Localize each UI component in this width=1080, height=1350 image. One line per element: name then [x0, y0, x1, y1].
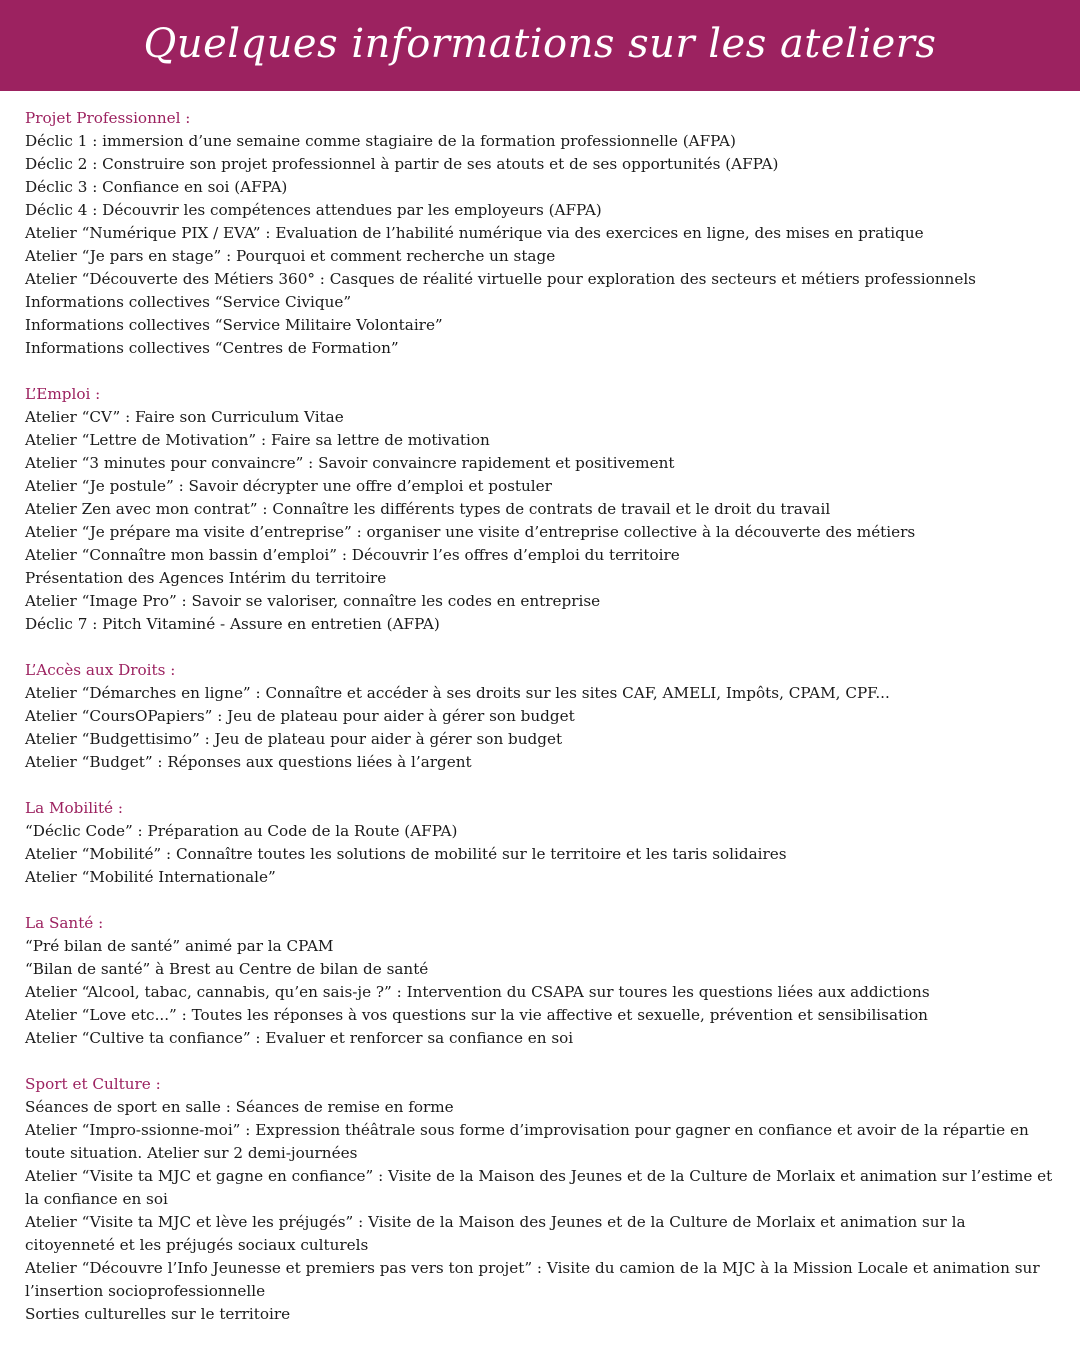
- list-item: “Bilan de santé” à Brest au Centre de bilan de santé: [25, 960, 429, 978]
- list-item: Atelier “Visite ta MJC et lève les préjugés” : Visite de la Maison des Jeunes et de la Culture de Morlaix et animation sur la citoyenneté et les préjugés sociaux culturels: [25, 1213, 966, 1254]
- page-title: Quelques informations sur les ateliers: [143, 20, 937, 67]
- list-item: Atelier “Connaître mon bassin d’emploi” : Découvrir l’es offres d’emploi du territoire: [25, 546, 680, 564]
- list-item: Atelier “CoursOPapiers” : Jeu de plateau pour aider à gérer son budget: [25, 707, 575, 725]
- list-item: Informations collectives “Service Civique”: [25, 293, 352, 311]
- list-item: Atelier “3 minutes pour convaincre” : Savoir convaincre rapidement et positivement: [25, 454, 675, 472]
- section-title: Sport et Culture :: [25, 1075, 161, 1093]
- list-item: Atelier “Visite ta MJC et gagne en confiance” : Visite de la Maison des Jeunes et de la Culture de Morlaix et animation sur l’estime et la confiance en soi: [25, 1167, 1053, 1208]
- list-item: Atelier “Lettre de Motivation” : Faire sa lettre de motivation: [25, 431, 490, 449]
- list-item: Séances de sport en salle : Séances de remise en forme: [25, 1098, 454, 1116]
- section-sport-et-culture: [25, 1073, 1060, 1326]
- list-item: Atelier “Je pars en stage” : Pourquoi et comment recherche un stage: [25, 247, 556, 265]
- section-projet-professionnel: [25, 107, 1060, 360]
- list-item: Atelier “Impro-ssionne-moi” : Expression théâtrale sous forme d’improvisation pour gagner en confiance et avoir de la répartie en toute situation. Atelier sur 2 demi-journées: [25, 1121, 1029, 1162]
- section-title: L’Accès aux Droits :: [25, 661, 176, 679]
- list-item: Atelier “Budget” : Réponses aux questions liées à l’argent: [25, 753, 472, 771]
- list-item: Atelier “Cultive ta confiance” : Evaluer et renforcer sa confiance en soi: [25, 1029, 574, 1047]
- list-item: Déclic 1 : immersion d’une semaine comme stagiaire de la formation professionnelle (AFPA): [25, 132, 736, 150]
- header-banner: [0, 0, 1080, 91]
- list-item: Atelier “Mobilité Internationale”: [25, 868, 276, 886]
- list-item: Atelier “Budgettisimo” : Jeu de plateau pour aider à gérer son budget: [25, 730, 563, 748]
- section-title: L’Emploi :: [25, 385, 101, 403]
- list-item: Déclic 4 : Découvrir les compétences attendues par les employeurs (AFPA): [25, 201, 602, 219]
- section-emploi: [25, 383, 1060, 636]
- list-item: Atelier “Démarches en ligne” : Connaître et accéder à ses droits sur les sites CAF, AMELI, Impôts, CPAM, CPF...: [25, 684, 890, 702]
- section-title: La Mobilité :: [25, 799, 123, 817]
- section-acces-aux-droits: [25, 659, 1060, 774]
- list-item: Informations collectives “Service Militaire Volontaire”: [25, 316, 443, 334]
- list-item: Atelier “Love etc...” : Toutes les réponses à vos questions sur la vie affective et sexuelle, prévention et sensibilisation: [25, 1006, 928, 1024]
- list-item: Informations collectives “Centres de Formation”: [25, 339, 399, 357]
- list-item: Présentation des Agences Intérim du territoire: [25, 569, 387, 587]
- list-item: Sorties culturelles sur le territoire: [25, 1305, 291, 1323]
- section-title: Projet Professionnel :: [25, 109, 191, 127]
- list-item: “Pré bilan de santé” animé par la CPAM: [25, 937, 334, 955]
- list-item: Atelier “Image Pro” : Savoir se valoriser, connaître les codes en entreprise: [25, 592, 601, 610]
- section-sante: [25, 912, 1060, 1050]
- list-item: Atelier “CV” : Faire son Curriculum Vitae: [25, 408, 344, 426]
- list-item: Atelier Zen avec mon contrat” : Connaître les différents types de contrats de travail et le droit du travail: [25, 500, 831, 518]
- list-item: “Déclic Code” : Préparation au Code de la Route (AFPA): [25, 822, 458, 840]
- list-item: Atelier “Numérique PIX / EVA” : Evaluation de l’habilité numérique via des exercices en ligne, des mises en pratique: [25, 224, 924, 242]
- section-title: La Santé :: [25, 914, 104, 932]
- list-item: Déclic 7 : Pitch Vitaminé - Assure en entretien (AFPA): [25, 615, 440, 633]
- list-item: Atelier “Découvre l’Info Jeunesse et premiers pas vers ton projet” : Visite du camion de la MJC à la Mission Locale et animation sur l’insertion socioprofessionnelle: [25, 1259, 1040, 1300]
- list-item: Atelier “Alcool, tabac, cannabis, qu’en sais-je ?” : Intervention du CSAPA sur toures les questions liées aux addictions: [25, 983, 930, 1001]
- list-item: Déclic 2 : Construire son projet professionnel à partir de ses atouts et de ses opportunités (AFPA): [25, 155, 779, 173]
- workshop-list: [25, 107, 1060, 1349]
- list-item: Atelier “Je postule” : Savoir décrypter une offre d’emploi et postuler: [25, 477, 552, 495]
- list-item: Atelier “Je prépare ma visite d’entreprise” : organiser une visite d’entreprise collective à la découverte des métiers: [25, 523, 916, 541]
- section-mobilite: [25, 797, 1060, 889]
- list-item: Atelier “Mobilité” : Connaître toutes les solutions de mobilité sur le territoire et les taris solidaires: [25, 845, 787, 863]
- list-item: Atelier “Découverte des Métiers 360° : Casques de réalité virtuelle pour exploration des secteurs et métiers professionnels: [25, 270, 976, 288]
- list-item: Déclic 3 : Confiance en soi (AFPA): [25, 178, 288, 196]
